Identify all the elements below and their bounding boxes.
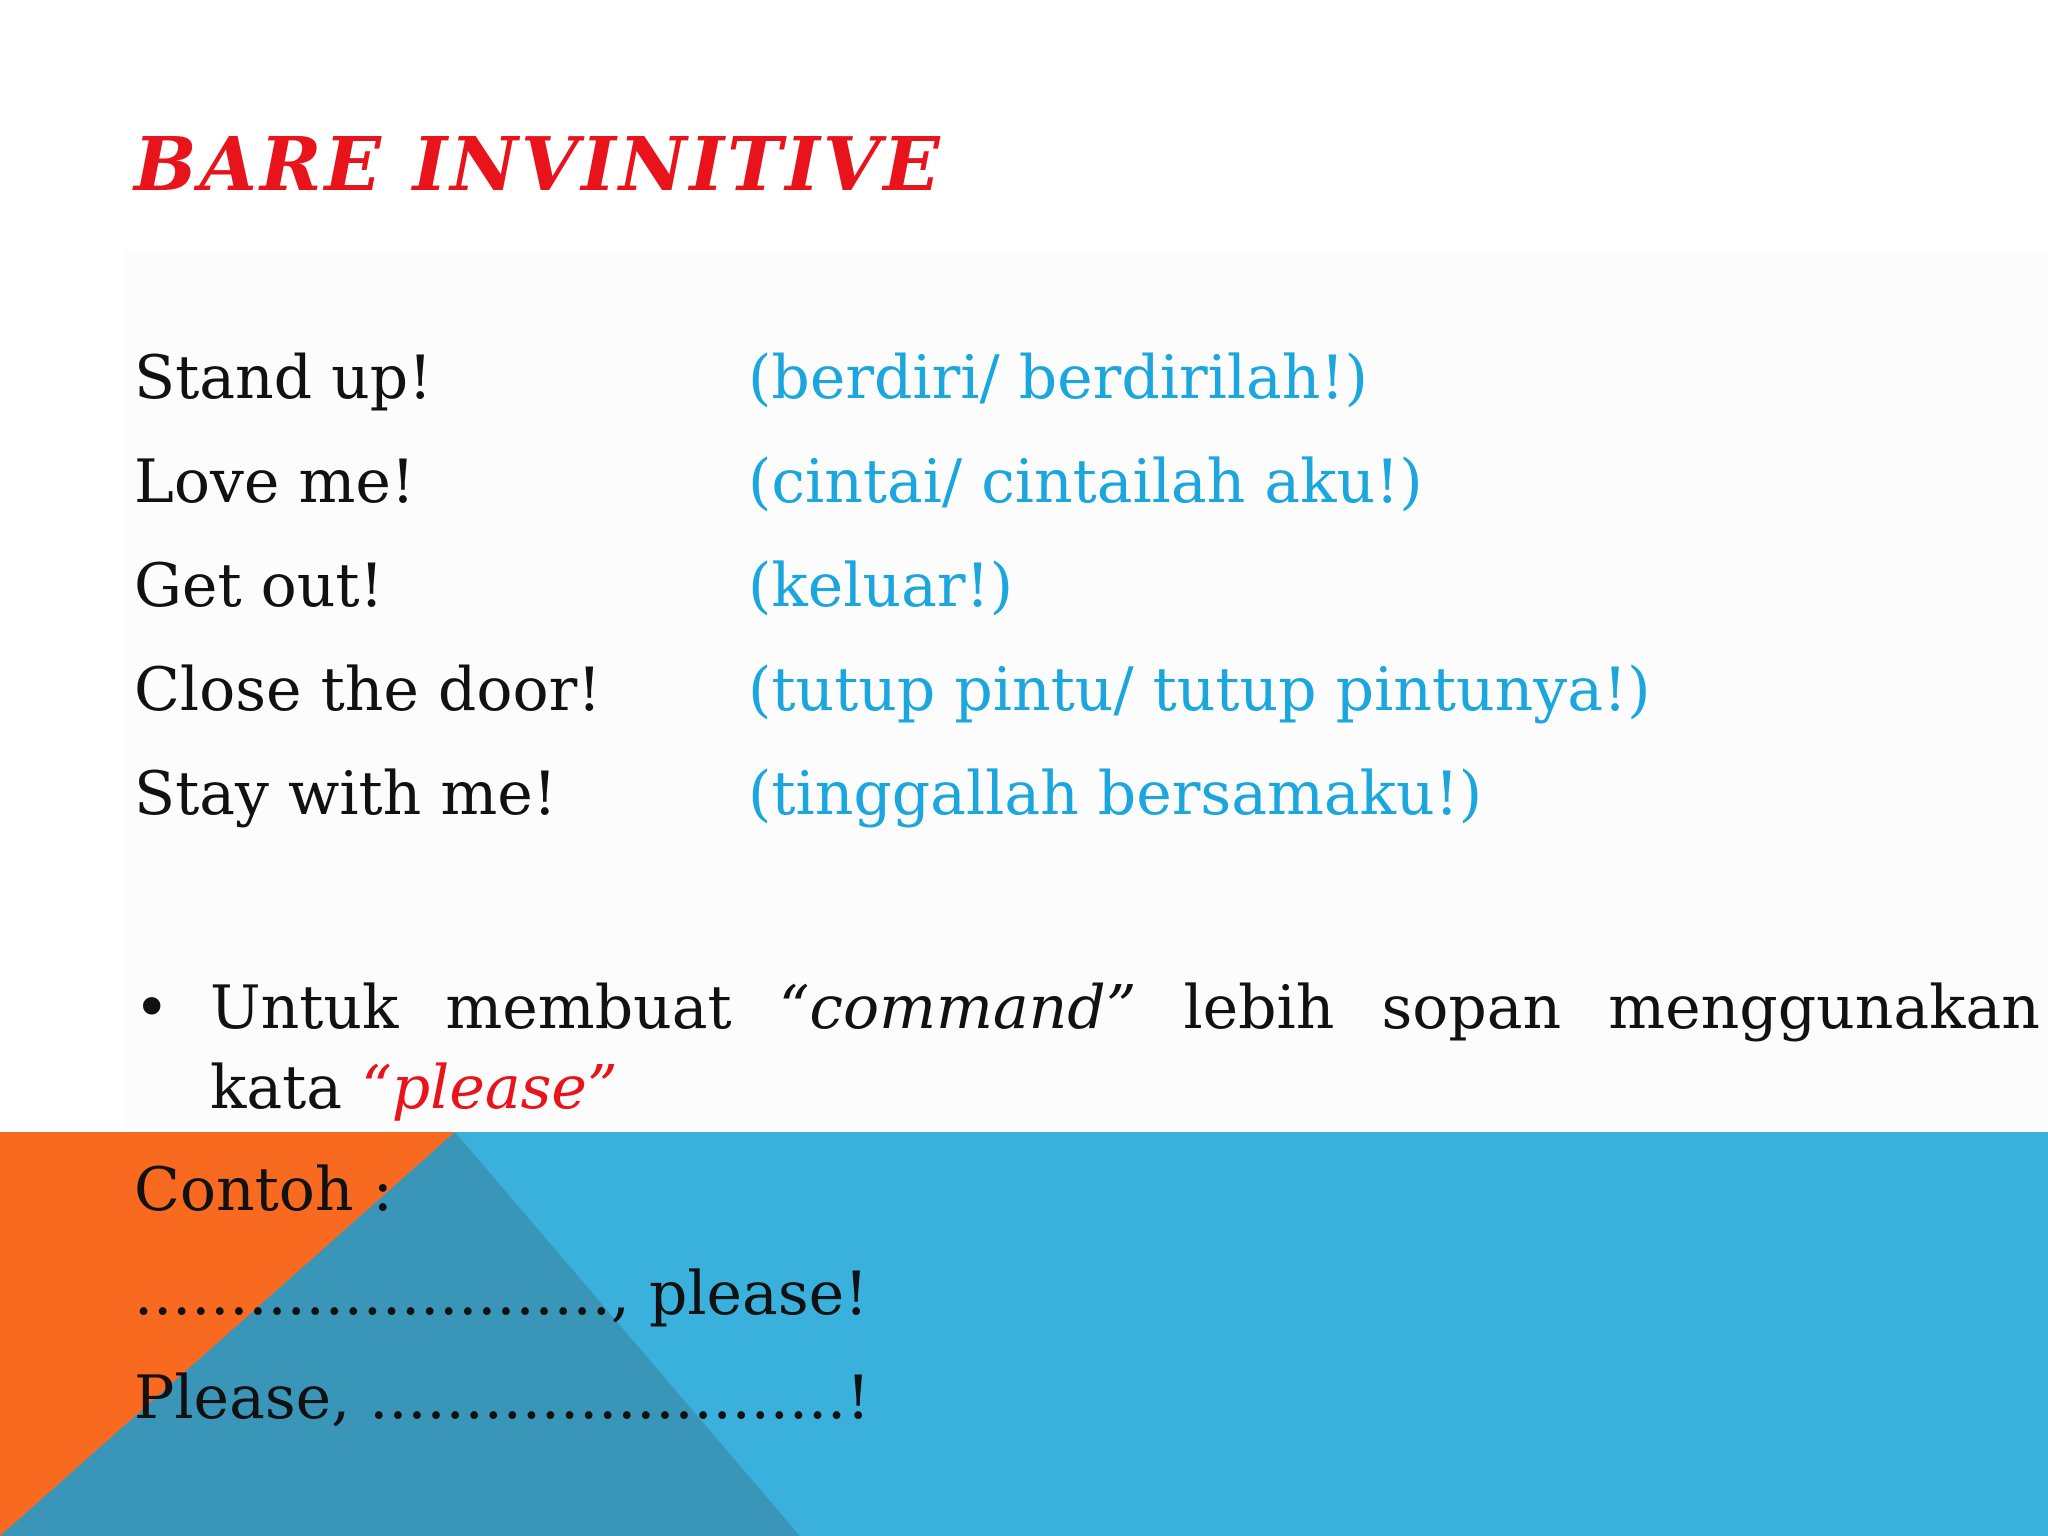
example-row bbox=[134, 442, 1734, 546]
example-translation: (keluar!) bbox=[748, 551, 1014, 621]
example-english: Close the door! bbox=[134, 655, 602, 725]
example-translation: (tinggallah bersamaku!) bbox=[748, 759, 1483, 829]
example-translation: (berdiri/ berdirilah!) bbox=[748, 343, 1368, 413]
bullet-word: menggunakan bbox=[1608, 973, 2040, 1043]
example-translation: (tutup pintu/ tutup pintunya!) bbox=[748, 655, 1651, 725]
bullet-line2-prefix: kata bbox=[210, 1053, 362, 1123]
bullet-word-command: “command” bbox=[778, 973, 1137, 1043]
bullet-highlight-please: “please” bbox=[361, 1053, 618, 1123]
example-row bbox=[134, 650, 1734, 754]
example-row bbox=[134, 546, 1734, 650]
examples-list bbox=[134, 338, 1734, 858]
example-english: Stay with me! bbox=[134, 759, 557, 829]
bullet-text-line-1 bbox=[210, 968, 2040, 1048]
bullet-marker: • bbox=[134, 973, 170, 1043]
bullet-word: sopan bbox=[1381, 973, 1562, 1043]
slide-title: BARE INVINITIVE bbox=[134, 122, 943, 208]
contoh-section bbox=[134, 1150, 870, 1462]
contoh-example-1: ........................., please! bbox=[134, 1259, 869, 1329]
bullet-word: lebih bbox=[1183, 973, 1335, 1043]
example-row bbox=[134, 338, 1734, 442]
contoh-example-2: Please, .........................! bbox=[134, 1363, 871, 1433]
example-english: Love me! bbox=[134, 447, 415, 517]
example-row bbox=[134, 754, 1734, 858]
bullet-word: Untuk bbox=[210, 973, 399, 1043]
example-english: Stand up! bbox=[134, 343, 433, 413]
example-translation: (cintai/ cintailah aku!) bbox=[748, 447, 1423, 517]
example-english: Get out! bbox=[134, 551, 384, 621]
bullet-text-line-2 bbox=[210, 1048, 618, 1128]
bullet-word: membuat bbox=[445, 973, 732, 1043]
contoh-label: Contoh : bbox=[134, 1155, 393, 1225]
